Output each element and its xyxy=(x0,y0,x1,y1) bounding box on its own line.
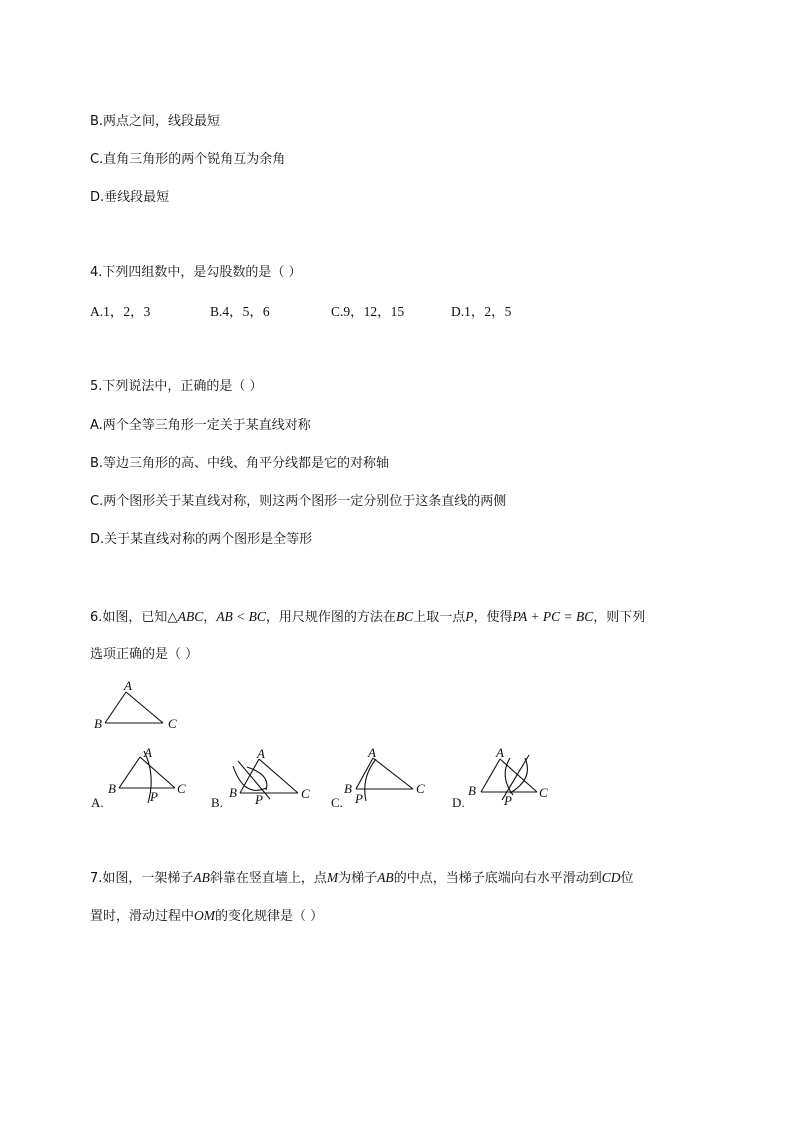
label-c: C xyxy=(177,781,186,796)
q7-om: OM xyxy=(194,908,216,923)
q7-p4: 的中点，当梯子底端向右水平滑动到 xyxy=(393,871,602,886)
label-a: A xyxy=(257,746,265,761)
q6-abc: ABC xyxy=(177,609,204,624)
label-c: C xyxy=(539,785,548,800)
q6-stem-mid2: 上取一点 xyxy=(413,610,466,625)
label-b: B xyxy=(94,716,102,731)
label-p: P xyxy=(355,791,363,806)
q7-stem-line1 xyxy=(90,868,633,889)
q7-p3: 为梯子 xyxy=(338,871,378,886)
q5-option-a: A.两个全等三角形一定关于某直线对称 xyxy=(90,418,311,433)
label-a: A xyxy=(124,678,132,693)
q6-stem-end: ，则下列 xyxy=(593,610,646,625)
q4-option-d: D.1，2，5 xyxy=(451,304,512,319)
q4-option-a: A.1，2，3 xyxy=(90,304,151,319)
q4-option-b: B.4，5，6 xyxy=(210,304,270,319)
q5-option-d: D.关于某直线对称的两个图形是全等形 xyxy=(90,532,313,547)
q6-inequality: AB < BC xyxy=(216,609,266,624)
q7-line2a: 置时，滑动过程中 xyxy=(90,909,195,924)
q7-ab: AB xyxy=(193,870,210,885)
label-a: A xyxy=(144,745,152,760)
q3-option-c: C.直角三角形的两个锐角互为余角 xyxy=(90,152,286,167)
q7-stem-line2 xyxy=(90,906,323,927)
q4-option-c: C.9，12，15 xyxy=(331,304,405,319)
q6-figure-c xyxy=(331,745,425,810)
q6-stem-line2: 选项正确的是（ ） xyxy=(90,647,199,662)
q6-figures xyxy=(0,675,794,825)
q7-line2b: 的变化规律是（ ） xyxy=(215,909,324,924)
label-c: C xyxy=(168,716,177,731)
label-b: B xyxy=(229,785,237,800)
q5-stem: 5.下列说法中，正确的是（ ） xyxy=(90,379,263,394)
q3-option-b: B.两点之间，线段最短 xyxy=(90,114,221,129)
q4-stem: 4.下列四组数中，是勾股数的是（ ） xyxy=(90,265,302,280)
q6-stem-mid3: ，使得 xyxy=(473,610,513,625)
q6-figure-a xyxy=(91,745,186,810)
q7-m: M xyxy=(326,870,339,885)
label-a: A xyxy=(368,745,376,760)
label-b: B xyxy=(468,783,476,798)
q7-p1: 7.如图，一架梯子 xyxy=(90,871,194,886)
q6-figure-d xyxy=(452,745,548,810)
choice-label-c: C. xyxy=(331,795,343,810)
q7-ab2: AB xyxy=(377,870,394,885)
q7-cd: CD xyxy=(601,870,621,885)
q7-p5: 位 xyxy=(620,871,634,886)
q6-stem-mid: ，用尺规作图的方法在 xyxy=(265,610,396,625)
choice-label-a: A. xyxy=(91,795,104,810)
label-p: P xyxy=(150,789,158,804)
q5-option-c: C.两个图形关于某直线对称，则这两个图形一定分别位于这条直线的两侧 xyxy=(90,494,507,509)
q6-bc: BC xyxy=(395,609,414,624)
label-c: C xyxy=(416,781,425,796)
q6-p: P xyxy=(465,609,474,624)
q6-stem-prefix: 6.如图，已知 xyxy=(90,610,168,625)
choice-label-d: D. xyxy=(452,795,465,810)
q3-option-d: D.垂线段最短 xyxy=(90,190,170,205)
label-c: C xyxy=(301,786,310,801)
q6-given-triangle xyxy=(94,678,177,731)
q6-figure-b xyxy=(211,746,310,810)
label-a: A xyxy=(496,745,504,760)
q5-option-b: B.等边三角形的高、中线、角平分线都是它的对称轴 xyxy=(90,456,390,471)
q6-stem-line1 xyxy=(90,607,645,628)
q6-triangle-symbol: △ xyxy=(167,609,178,624)
label-p: P xyxy=(504,793,512,808)
label-b: B xyxy=(344,781,352,796)
label-p: P xyxy=(255,792,263,807)
q6-equation: PA + PC = BC xyxy=(512,609,594,624)
q6-sep: ， xyxy=(203,610,217,625)
label-b: B xyxy=(108,781,116,796)
q7-p2: 斜靠在竖直墙上，点 xyxy=(209,871,327,886)
choice-label-b: B. xyxy=(211,795,223,810)
